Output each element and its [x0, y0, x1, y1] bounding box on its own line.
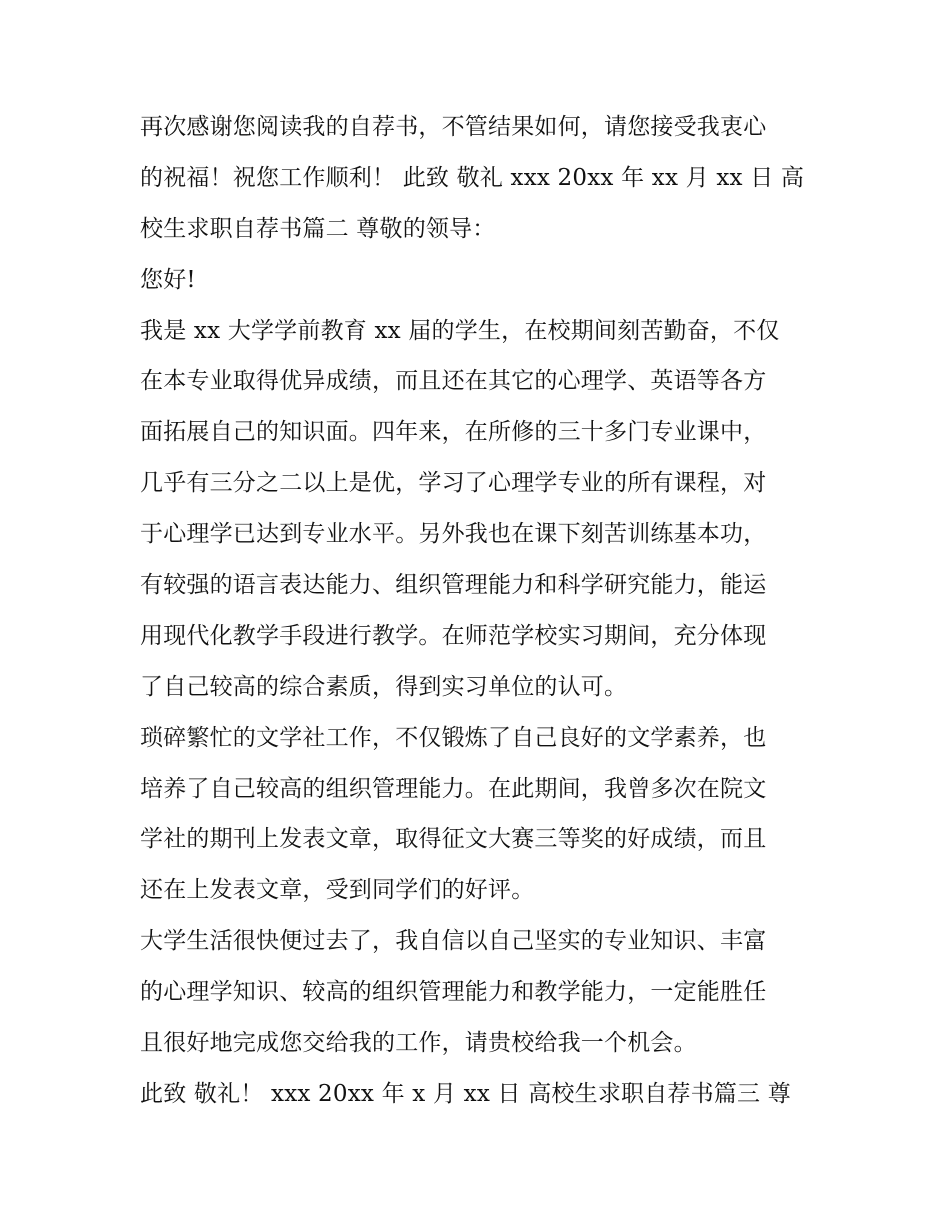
- text-line: 大学生活很快便过去了，我自信以自己坚实的专业知识、丰富: [140, 928, 767, 955]
- text-line: 在本专业取得优异成绩，而且还在其它的心理学、英语等各方: [140, 368, 767, 395]
- text-line: 于心理学已达到专业水平。另外我也在课下刻苦训练基本功，: [140, 521, 767, 548]
- text-line: 面拓展自己的知识面。四年来，在所修的三十多门专业课中，: [140, 419, 767, 446]
- text-line: 校生求职自荐书篇二 尊敬的领导：: [140, 215, 496, 242]
- text-line: 再次感谢您阅读我的自荐书，不管结果如何，请您接受我衷心: [140, 114, 767, 140]
- text-line: 学社的期刊上发表文章，取得征文大赛三等奖的好成绩，而且: [140, 826, 767, 853]
- text-line: 我是 xx 大学学前教育 xx 届的学生，在校期间刻苦勤奋，不仅: [140, 317, 780, 344]
- text-line: 您好!: [140, 266, 196, 293]
- text-line: 此致 敬礼！ xxx 20xx 年 x 月 xx 日 高校生求职自荐书篇三 尊: [140, 1080, 791, 1107]
- text-line: 用现代化教学手段进行教学。在师范学校实习期间，充分体现: [140, 622, 767, 649]
- text-line: 还在上发表文章，受到同学们的好评。: [140, 877, 535, 904]
- document-body: [140, 102, 820, 1120]
- text-line: 有较强的语言表达能力、组织管理能力和科学研究能力，能运: [140, 572, 767, 599]
- text-line: 培养了自己较高的组织管理能力。在此期间，我曾多次在院文: [140, 775, 767, 802]
- text-line: 几乎有三分之二以上是优，学习了心理学专业的所有课程，对: [140, 470, 767, 497]
- text-line: 且很好地完成您交给我的工作，请贵校给我一个机会。: [140, 1030, 697, 1057]
- text-line: 琐碎繁忙的文学社工作，不仅锻炼了自己良好的文学素养，也: [140, 724, 767, 751]
- text-line: 了自己较高的综合素质，得到实习单位的认可。: [140, 673, 628, 700]
- text-line: 的祝福！祝您工作顺利！ 此致 敬礼 xxx 20xx 年 xx 月 xx 日 高: [140, 164, 805, 191]
- text-line: 的心理学知识、较高的组织管理能力和教学能力，一定能胜任: [140, 979, 767, 1006]
